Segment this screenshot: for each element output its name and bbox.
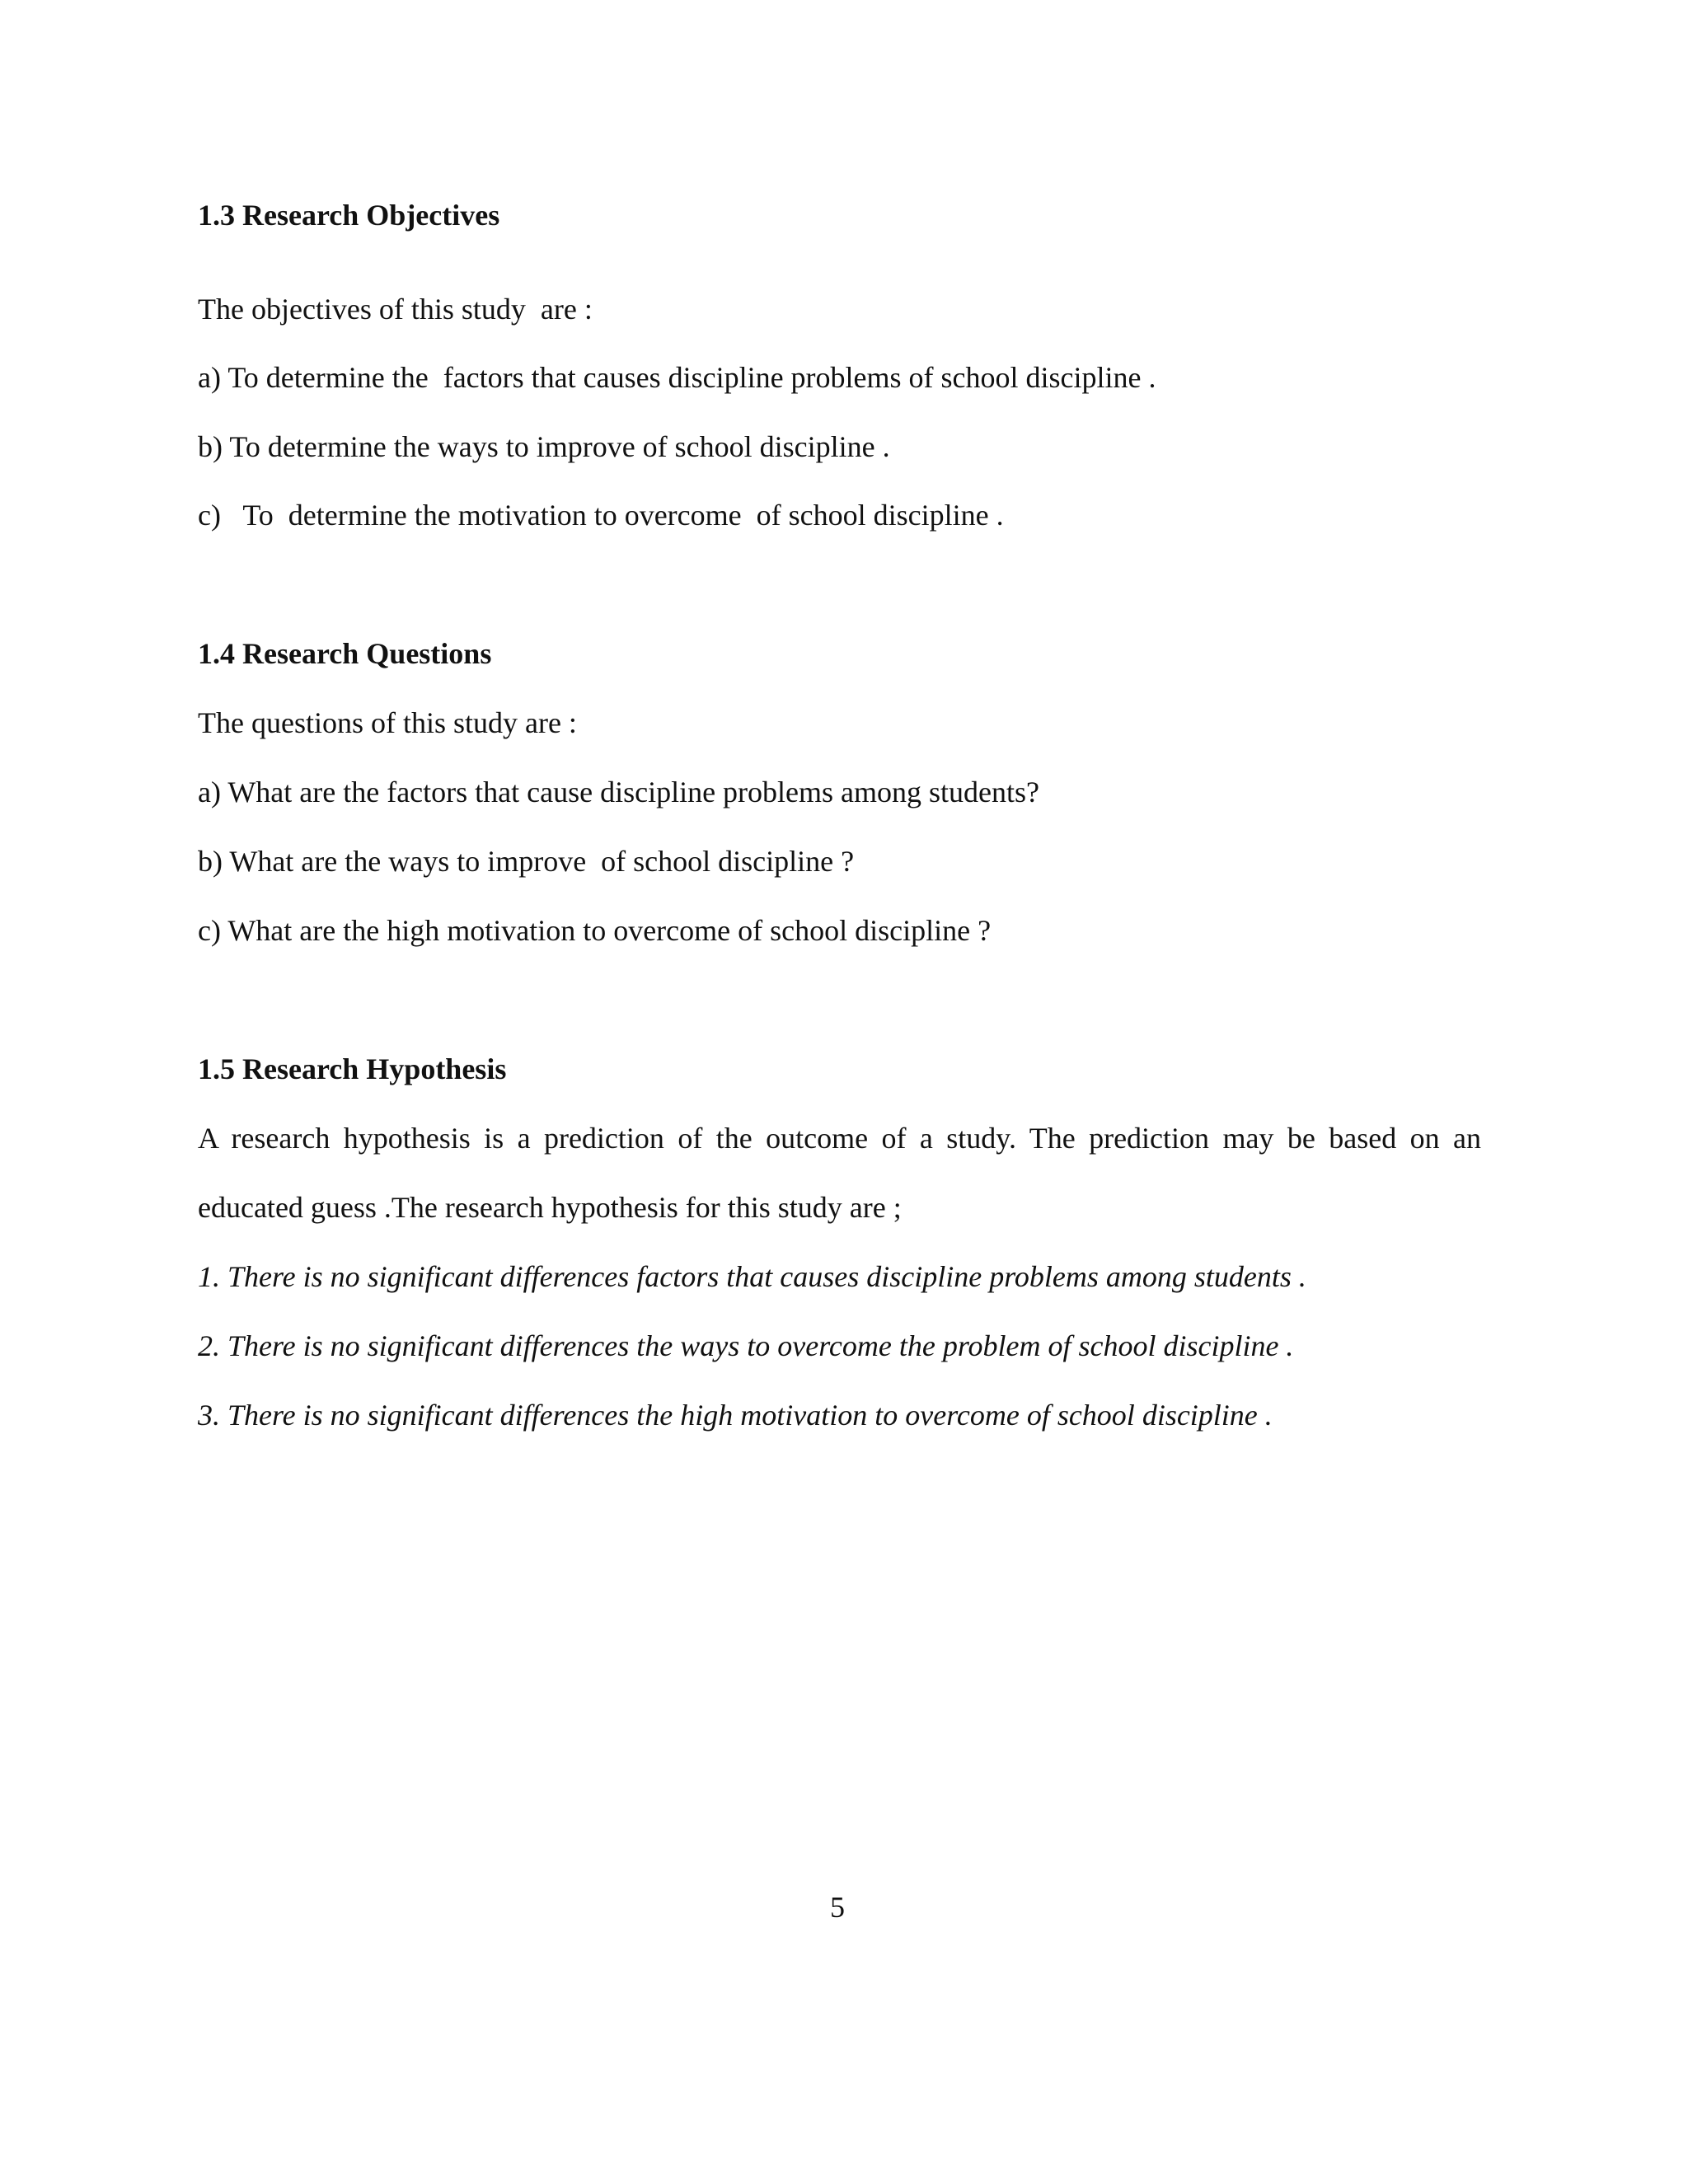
question-item-a: a) What are the factors that cause discipline problems among students? — [198, 776, 1039, 808]
hypothesis-paragraph-line-1: A research hypothesis is a prediction of the outcome of a study. The prediction may be based on an — [198, 1122, 1481, 1155]
objectives-intro: The objectives of this study are : — [198, 293, 593, 326]
page-number: 5 — [830, 1891, 845, 1924]
objective-item-c: c) To determine the motivation to overcome of school discipline . — [198, 499, 1004, 532]
question-item-c: c) What are the high motivation to overcome of school discipline ? — [198, 914, 992, 947]
question-item-b: b) What are the ways to improve of school discipline ? — [198, 845, 855, 878]
hypothesis-item-2: 2. There is no significant differences the ways to overcome the problem of school discipline . — [198, 1329, 1294, 1362]
hypothesis-item-1: 1. There is no significant differences factors that causes discipline problems among students . — [198, 1260, 1306, 1293]
section-heading-questions: 1.4 Research Questions — [198, 637, 492, 670]
section-heading-objectives: 1.3 Research Objectives — [198, 199, 500, 232]
objective-item-b: b) To determine the ways to improve of school discipline . — [198, 430, 890, 463]
questions-intro: The questions of this study are : — [198, 706, 577, 739]
hypothesis-paragraph-line-2: educated guess .The research hypothesis for this study are ; — [198, 1191, 902, 1224]
hypothesis-item-3: 3. There is no significant differences the high motivation to overcome of school discipline . — [198, 1399, 1273, 1432]
objective-item-a: a) To determine the factors that causes discipline problems of school discipline . — [198, 361, 1156, 394]
section-heading-hypothesis: 1.5 Research Hypothesis — [198, 1052, 507, 1085]
